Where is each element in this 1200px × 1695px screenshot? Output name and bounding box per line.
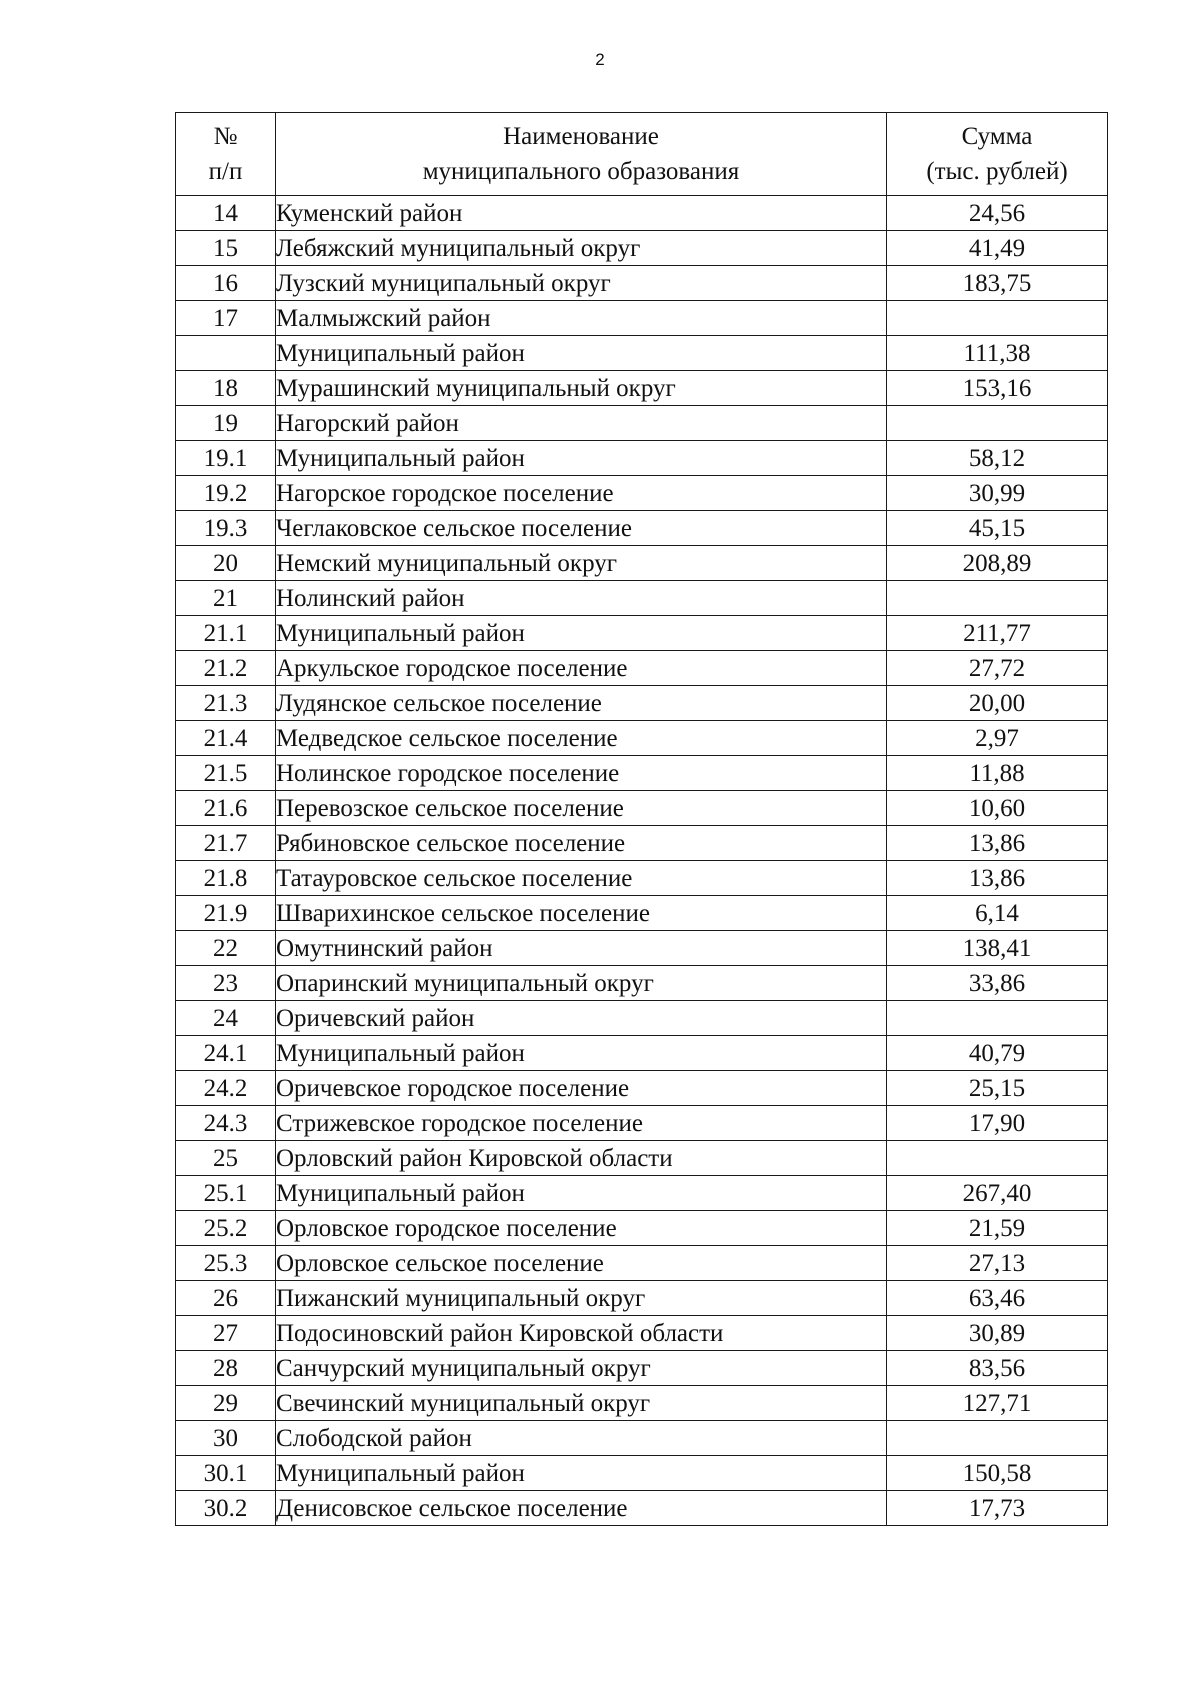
row-number-cell: 22: [176, 931, 276, 966]
row-number-cell: 21.5: [176, 756, 276, 791]
row-number-cell: 26: [176, 1281, 276, 1316]
row-number-cell: 21.9: [176, 896, 276, 931]
municipality-name-cell: Немский муниципальный округ: [276, 546, 887, 581]
header-sum-line2: (тыс. рублей): [926, 158, 1068, 185]
municipality-name-cell: Слободской район: [276, 1421, 887, 1456]
municipality-name-cell: Орловское сельское поселение: [276, 1246, 887, 1281]
table-row: [176, 1456, 1108, 1491]
municipality-name-cell: Муниципальный район: [276, 1036, 887, 1071]
municipality-name-cell: Татауровское сельское поселение: [276, 861, 887, 896]
amount-cell: 150,58: [887, 1456, 1108, 1491]
amount-cell: 13,86: [887, 861, 1108, 896]
table-header: [176, 113, 1108, 196]
row-number-cell: 19: [176, 406, 276, 441]
row-number-cell: 24.1: [176, 1036, 276, 1071]
amount-cell: 127,71: [887, 1386, 1108, 1421]
row-number-cell: 30.1: [176, 1456, 276, 1491]
table-row: [176, 966, 1108, 1001]
table-row: [176, 476, 1108, 511]
row-number-cell: 21.1: [176, 616, 276, 651]
municipality-name-cell: Нолинское городское поселение: [276, 756, 887, 791]
row-number-cell: 16: [176, 266, 276, 301]
row-number-cell: 25.1: [176, 1176, 276, 1211]
table-row: [176, 266, 1108, 301]
table-row: [176, 371, 1108, 406]
amount-cell: 6,14: [887, 896, 1108, 931]
row-number-cell: 21.4: [176, 721, 276, 756]
row-number-cell: 15: [176, 231, 276, 266]
municipality-name-cell: Муниципальный район: [276, 1176, 887, 1211]
header-name-line1: Наименование: [503, 123, 659, 150]
table-row: [176, 196, 1108, 231]
municipality-name-cell: Лузский муниципальный округ: [276, 266, 887, 301]
row-number-cell: 21.6: [176, 791, 276, 826]
municipality-name-cell: Муниципальный район: [276, 616, 887, 651]
table-row: [176, 301, 1108, 336]
table-row: [176, 1491, 1108, 1526]
municipality-name-cell: Куменский район: [276, 196, 887, 231]
table-row: [176, 756, 1108, 791]
row-number-cell: 21.8: [176, 861, 276, 896]
table-row: [176, 1386, 1108, 1421]
table-row: [176, 231, 1108, 266]
page-number: 2: [595, 50, 605, 69]
row-number-cell: 21.2: [176, 651, 276, 686]
header-sum: [887, 113, 1108, 196]
header-num: [176, 113, 276, 196]
table-row: [176, 1071, 1108, 1106]
row-number-cell: 19.2: [176, 476, 276, 511]
row-number-cell: 30.2: [176, 1491, 276, 1526]
header-num-line1: №: [213, 123, 238, 150]
table-row: [176, 861, 1108, 896]
table-body: [176, 196, 1108, 1526]
amount-cell: 45,15: [887, 511, 1108, 546]
municipality-name-cell: Муниципальный район: [276, 1456, 887, 1491]
amount-cell: 2,97: [887, 721, 1108, 756]
table-row: [176, 1351, 1108, 1386]
row-number-cell: [176, 336, 276, 371]
table-row: [176, 791, 1108, 826]
municipality-name-cell: Шварихинское сельское поселение: [276, 896, 887, 931]
municipality-name-cell: Муниципальный район: [276, 441, 887, 476]
amount-cell: 208,89: [887, 546, 1108, 581]
amount-cell: 17,73: [887, 1491, 1108, 1526]
municipality-name-cell: Нагорский район: [276, 406, 887, 441]
table-row: [176, 441, 1108, 476]
amount-cell: [887, 406, 1108, 441]
municipality-name-cell: Стрижевское городское поселение: [276, 1106, 887, 1141]
table-row: [176, 1176, 1108, 1211]
table-row: [176, 1211, 1108, 1246]
table-row: [176, 511, 1108, 546]
amount-cell: 25,15: [887, 1071, 1108, 1106]
row-number-cell: 24.3: [176, 1106, 276, 1141]
amount-cell: [887, 301, 1108, 336]
row-number-cell: 21.3: [176, 686, 276, 721]
municipality-name-cell: Оричевское городское поселение: [276, 1071, 887, 1106]
table-row: [176, 1001, 1108, 1036]
amount-cell: 21,59: [887, 1211, 1108, 1246]
municipality-name-cell: Мурашинский муниципальный округ: [276, 371, 887, 406]
table-row: [176, 581, 1108, 616]
amount-cell: [887, 1001, 1108, 1036]
amount-cell: 27,72: [887, 651, 1108, 686]
header-num-line2: п/п: [208, 158, 243, 185]
municipality-name-cell: Перевозское сельское поселение: [276, 791, 887, 826]
municipality-name-cell: Опаринский муниципальный округ: [276, 966, 887, 1001]
amount-cell: 40,79: [887, 1036, 1108, 1071]
amount-cell: 30,89: [887, 1316, 1108, 1351]
table-row: [176, 826, 1108, 861]
amount-cell: 111,38: [887, 336, 1108, 371]
amount-cell: 33,86: [887, 966, 1108, 1001]
row-number-cell: 21: [176, 581, 276, 616]
table-row: [176, 1036, 1108, 1071]
table-row: [176, 1421, 1108, 1456]
amount-cell: 24,56: [887, 196, 1108, 231]
table-row: [176, 1141, 1108, 1176]
table-row: [176, 406, 1108, 441]
row-number-cell: 19.1: [176, 441, 276, 476]
row-number-cell: 25: [176, 1141, 276, 1176]
municipality-name-cell: Денисовское сельское поселение: [276, 1491, 887, 1526]
amount-cell: 10,60: [887, 791, 1108, 826]
amount-cell: 30,99: [887, 476, 1108, 511]
municipality-name-cell: Рябиновское сельское поселение: [276, 826, 887, 861]
row-number-cell: 18: [176, 371, 276, 406]
municipality-name-cell: Орловское городское поселение: [276, 1211, 887, 1246]
table-row: [176, 686, 1108, 721]
municipality-name-cell: Лебяжский муниципальный округ: [276, 231, 887, 266]
row-number-cell: 25.2: [176, 1211, 276, 1246]
amount-cell: 267,40: [887, 1176, 1108, 1211]
table-row: [176, 1281, 1108, 1316]
row-number-cell: 29: [176, 1386, 276, 1421]
amount-cell: 41,49: [887, 231, 1108, 266]
row-number-cell: 28: [176, 1351, 276, 1386]
table-row: [176, 616, 1108, 651]
municipality-name-cell: Малмыжский район: [276, 301, 887, 336]
municipality-name-cell: Санчурский муниципальный округ: [276, 1351, 887, 1386]
amount-cell: 17,90: [887, 1106, 1108, 1141]
row-number-cell: 25.3: [176, 1246, 276, 1281]
amount-cell: 211,77: [887, 616, 1108, 651]
row-number-cell: 17: [176, 301, 276, 336]
table-row: [176, 1246, 1108, 1281]
row-number-cell: 14: [176, 196, 276, 231]
amount-cell: 58,12: [887, 441, 1108, 476]
municipality-name-cell: Лудянское сельское поселение: [276, 686, 887, 721]
budget-table: [175, 112, 1108, 1526]
amount-cell: 27,13: [887, 1246, 1108, 1281]
row-number-cell: 24.2: [176, 1071, 276, 1106]
municipality-name-cell: Подосиновский район Кировской области: [276, 1316, 887, 1351]
municipality-name-cell: Нагорское городское поселение: [276, 476, 887, 511]
amount-cell: 183,75: [887, 266, 1108, 301]
amount-cell: [887, 1421, 1108, 1456]
header-sum-line1: Сумма: [961, 123, 1033, 150]
table-row: [176, 546, 1108, 581]
amount-cell: 138,41: [887, 931, 1108, 966]
row-number-cell: 24: [176, 1001, 276, 1036]
table-row: [176, 1316, 1108, 1351]
amount-cell: 20,00: [887, 686, 1108, 721]
header-name-line2: муниципального образования: [422, 158, 740, 185]
row-number-cell: 23: [176, 966, 276, 1001]
municipality-name-cell: Муниципальный район: [276, 336, 887, 371]
amount-cell: 83,56: [887, 1351, 1108, 1386]
amount-cell: [887, 1141, 1108, 1176]
municipality-name-cell: Оричевский район: [276, 1001, 887, 1036]
header-row: [176, 113, 1108, 196]
table-row: [176, 721, 1108, 756]
municipality-name-cell: Нолинский район: [276, 581, 887, 616]
municipality-name-cell: Медведское сельское поселение: [276, 721, 887, 756]
row-number-cell: 27: [176, 1316, 276, 1351]
table-row: [176, 651, 1108, 686]
table-row: [176, 931, 1108, 966]
table-row: [176, 336, 1108, 371]
municipality-name-cell: Омутнинский район: [276, 931, 887, 966]
municipality-name-cell: Орловский район Кировской области: [276, 1141, 887, 1176]
municipality-name-cell: Свечинский муниципальный округ: [276, 1386, 887, 1421]
row-number-cell: 19.3: [176, 511, 276, 546]
row-number-cell: 20: [176, 546, 276, 581]
municipality-name-cell: Чеглаковское сельское поселение: [276, 511, 887, 546]
municipality-name-cell: Аркульское городское поселение: [276, 651, 887, 686]
header-name: [276, 113, 887, 196]
amount-cell: [887, 581, 1108, 616]
amount-cell: 153,16: [887, 371, 1108, 406]
amount-cell: 63,46: [887, 1281, 1108, 1316]
table-row: [176, 1106, 1108, 1141]
table-row: [176, 896, 1108, 931]
row-number-cell: 21.7: [176, 826, 276, 861]
amount-cell: 13,86: [887, 826, 1108, 861]
amount-cell: 11,88: [887, 756, 1108, 791]
municipality-name-cell: Пижанский муниципальный округ: [276, 1281, 887, 1316]
row-number-cell: 30: [176, 1421, 276, 1456]
